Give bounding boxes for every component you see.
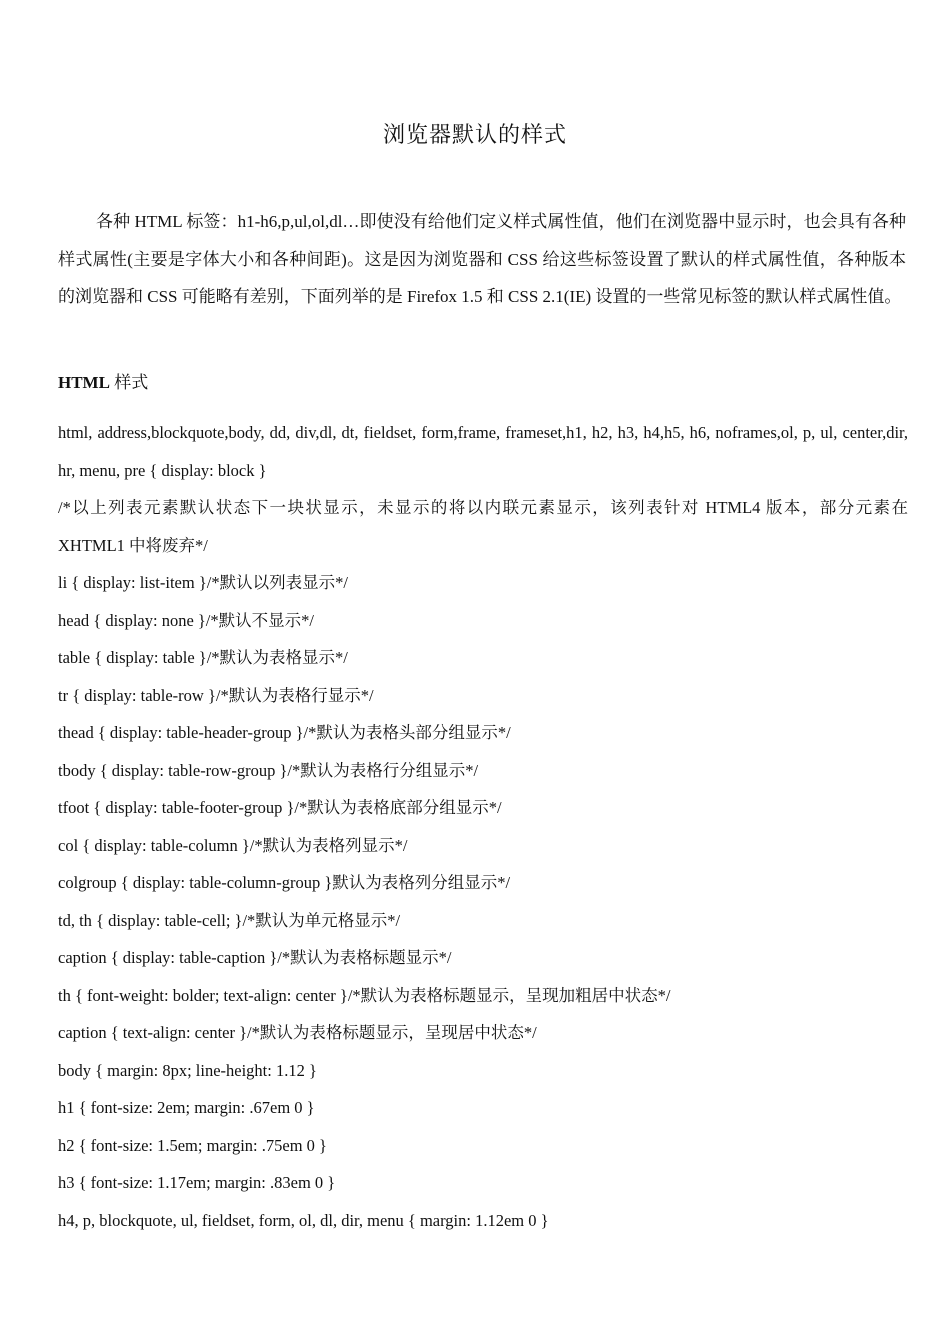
- css-rule-line: tfoot { display: table-footer-group }/*默认为表格底部分组显示*/: [58, 798, 502, 817]
- css-rule-line: h3 { font-size: 1.17em; margin: .83em 0 }: [58, 1173, 336, 1192]
- css-rule-line: caption { text-align: center }/*默认为表格标题显示，呈现居中状态*/: [58, 1023, 537, 1042]
- css-rule-line: body { margin: 8px; line-height: 1.12 }: [58, 1060, 317, 1080]
- css-rule-line: caption { display: table-caption }/*默认为表格标题显示*/: [58, 948, 452, 967]
- css-rule-line: html, address,blockquote,body, dd, div,dl, dt, fieldset, form,frame, frameset,h1, h2, h3, h4,h5, h6, noframes,ol, p, ul, center,dir, hr, menu, pre { display: block }: [58, 423, 908, 480]
- css-rule-line: col { display: table-column }/*默认为表格列显示*/: [58, 835, 408, 855]
- section-heading: [58, 368, 148, 398]
- css-rule-line: h1 { font-size: 2em; margin: .67em 0 }: [58, 1098, 315, 1117]
- css-rule-line: tr { display: table-row }/*默认为表格行显示*/: [58, 685, 374, 705]
- css-rule-line: li { display: list-item }/*默认以列表显示*/: [58, 573, 348, 592]
- css-rule-line: head { display: none }/*默认不显示*/: [58, 610, 314, 630]
- intro-paragraph: 各种 HTML 标签：h1-h6,p,ul,ol,dl…即使没有给他们定义样式属性值，他们在浏览器中显示时，也会具有各种样式属性(主要是字体大小和各种间距)。这是因为浏览器和 CSS 给这些标签设置了默认的样式属性值，各种版本的浏览器和 CSS 可能略有差别，下面列举的是 Firefox 1.5 和 CSS 2.1(IE) 设置的一些常见标签的默认样式属性值。: [58, 212, 906, 306]
- css-rule-list: [58, 414, 908, 1239]
- section-heading-rest: 样式: [109, 373, 149, 392]
- css-rule-line: th { font-weight: bolder; text-align: center }/*默认为表格标题显示，呈现加粗居中状态*/: [58, 985, 671, 1005]
- css-rule-line: td, th { display: table-cell; }/*默认为单元格显示*/: [58, 910, 401, 930]
- page-title: 浏览器默认的样式: [382, 122, 567, 147]
- css-rule-line: h2 { font-size: 1.5em; margin: .75em 0 }: [58, 1135, 327, 1155]
- css-rule-line: table { display: table }/*默认为表格显示*/: [58, 648, 348, 667]
- css-comment-line: /*以上列表元素默认状态下一块状显示，未显示的将以内联元素显示，该列表针对 HTML4 版本，部分元素在 XHTML1 中将废弃*/: [58, 498, 908, 555]
- css-rule-line: colgroup { display: table-column-group }默认为表格列分组显示*/: [58, 873, 511, 892]
- section-heading-bold: HTML: [58, 373, 110, 392]
- css-rule-line: tbody { display: table-row-group }/*默认为表格行分组显示*/: [58, 760, 479, 780]
- css-rule-line: h4, p, blockquote, ul, fieldset, form, ol, dl, dir, menu { margin: 1.12em 0 }: [58, 1210, 549, 1230]
- css-rule-line: thead { display: table-header-group }/*默认为表格头部分组显示*/: [58, 723, 511, 742]
